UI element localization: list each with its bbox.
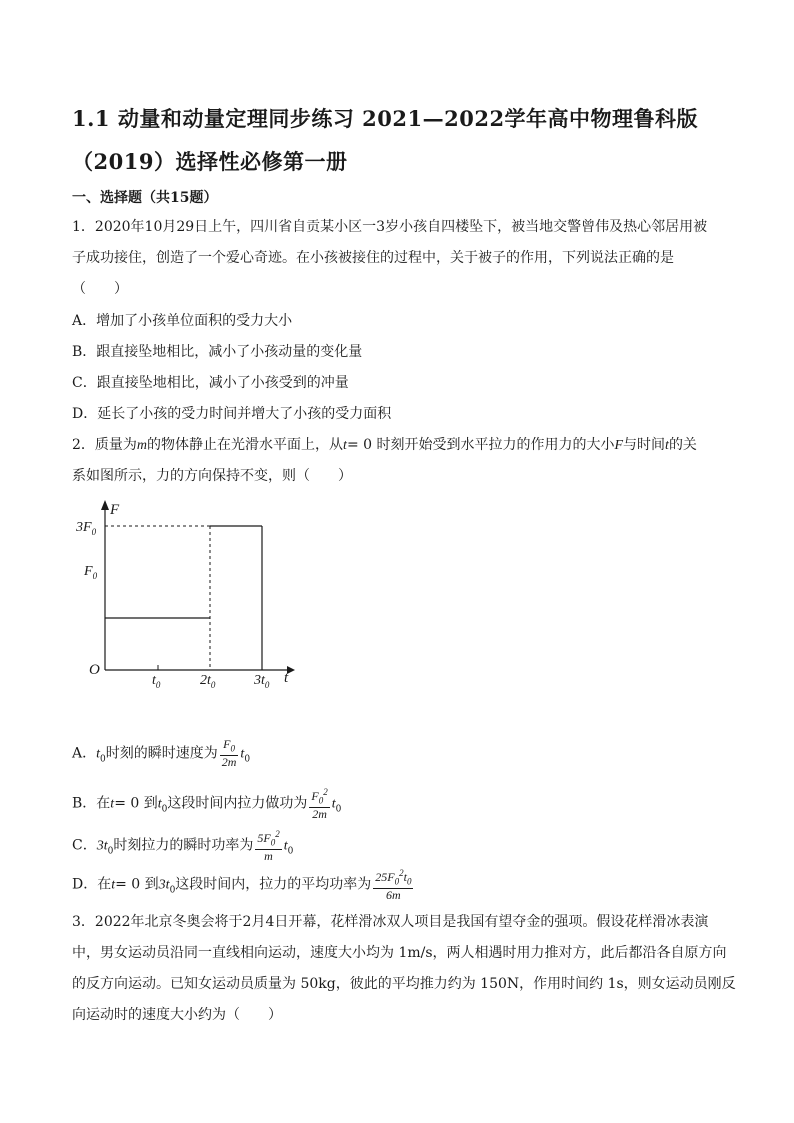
option-text: = 0 到 — [115, 876, 159, 893]
q3-stem-line1: 3．2022年北京冬奥会将于2月4日开幕，花样滑冰双人项目是我国有望夺金的强项。假设花样滑冰表演 — [72, 914, 709, 930]
f-axis-label: F — [110, 502, 120, 518]
force-time-graph — [72, 494, 302, 694]
q2-text: 的物体静止在光滑水平面上，从 — [147, 437, 344, 453]
q2-option-c — [72, 828, 293, 863]
q3-stem-line4: 向运动时的速度大小约为（ ） — [72, 1007, 282, 1023]
x-tick-2t0: $2t_0$ — [200, 673, 216, 690]
var-t: t — [331, 796, 336, 812]
q2-stem-line2: 系如图所示，力的方向保持不变，则（ ） — [72, 468, 352, 484]
var-t: t — [96, 746, 101, 762]
q1-option-d: D．延长了小孩的受力时间并增大了小孩的受力面积 — [72, 406, 392, 422]
fraction: $\frac{5F_0^2}{m}$ — [257, 829, 280, 864]
option-text: 这段时间内，拉力的平均功率为 — [175, 876, 372, 893]
var-3t: 3t — [96, 838, 108, 854]
option-text: 时刻的瞬时速度为 — [105, 745, 218, 762]
sub: 0 — [287, 846, 294, 857]
x-tick-3t0: $3t_0$ — [254, 673, 270, 690]
fraction: $\frac{F_0^2}{2m}$ — [311, 787, 328, 822]
var-t: t — [110, 796, 115, 812]
option-letter: A． — [72, 745, 97, 762]
f-axis-arrow — [101, 500, 109, 510]
fraction: $\frac{25F_0^2t_0}{6m}$ — [375, 868, 412, 903]
q2-var-m: m — [136, 438, 148, 453]
q2-var-F: F — [614, 438, 624, 453]
q2-option-d — [72, 867, 415, 902]
var-3t: 3t — [158, 877, 170, 893]
fraction: $\frac{F_0}{2m}$ — [221, 737, 237, 770]
q1-option-b: B．跟直接坠地相比，减小了小孩动量的变化量 — [72, 344, 363, 360]
option-letter: D．在 — [72, 876, 112, 893]
y-tick-3f0: $3F_0$ — [76, 520, 97, 537]
document-title-line1: 1.1 动量和动量定理同步练习 2021—2022学年高中物理鲁科版 — [72, 106, 699, 131]
q3-stem-line3: 的反方向运动。已知女运动员质量为 50kg，彼此的平均推力约为 150N，作用时间约 1s，则女运动员刚反 — [72, 976, 736, 992]
option-letter: B．在 — [72, 795, 111, 812]
sub: 0 — [100, 754, 106, 765]
q2-var-t: t — [665, 438, 669, 453]
sub: 0 — [107, 846, 114, 857]
y-tick-f0: $F_0$ — [84, 564, 98, 581]
t-axis-arrow — [287, 666, 295, 674]
q2-option-a — [72, 738, 250, 770]
t-axis-label: t — [284, 670, 289, 686]
document-title-line2: （2019）选择性必修第一册 — [72, 149, 348, 174]
var-t: t — [240, 746, 245, 762]
option-text: = 0 到 — [114, 795, 158, 812]
q1-option-c: C．跟直接坠地相比，减小了小孩受到的冲量 — [72, 375, 349, 391]
var-t: t — [157, 796, 162, 812]
option-text: 这段时间内拉力做功为 — [167, 795, 308, 812]
origin-label: O — [89, 662, 100, 678]
q2-option-b — [72, 786, 341, 821]
q1-stem-line1: 1．2020年10月29日上午，四川省自贡某小区一3岁小孩自四楼坠下，被当地交警曾伟及热心邻居用被 — [72, 219, 708, 235]
x-tick-t0: $t_0$ — [152, 673, 161, 690]
q2-var-t: t — [343, 438, 347, 453]
var-t: t — [111, 877, 116, 893]
sub: 0 — [335, 804, 342, 815]
q1-option-a: A．增加了小孩单位面积的受力大小 — [72, 313, 293, 329]
option-letter: C． — [72, 837, 97, 854]
q2-text: 与时间 — [623, 437, 666, 453]
q1-stem-line2: 子成功接住，创造了一个爱心奇迹。在小孩被接住的过程中，关于被子的作用，下列说法正确的是 — [72, 250, 674, 266]
sub: 0 — [161, 804, 168, 815]
q1-stem-line3: （ ） — [72, 281, 128, 297]
sub: 0 — [169, 885, 176, 896]
var-t: t — [283, 838, 288, 854]
q2-stem-line1 — [72, 435, 697, 456]
q3-stem-line2: 中，男女运动员沿同一直线相向运动，速度大小均为 1m/s，两人相遇时用力推对方，此后都沿各自原方向 — [72, 945, 727, 961]
q2-text: 的关 — [668, 437, 697, 453]
section-heading: 一、选择题（共15题） — [72, 190, 218, 206]
q2-text: 2．质量为 — [72, 437, 137, 453]
q2-text: = 0 时刻开始受到水平拉力的作用力的大小 — [346, 437, 615, 453]
sub: 0 — [244, 754, 251, 765]
option-text: 时刻拉力的瞬时功率为 — [113, 837, 254, 854]
